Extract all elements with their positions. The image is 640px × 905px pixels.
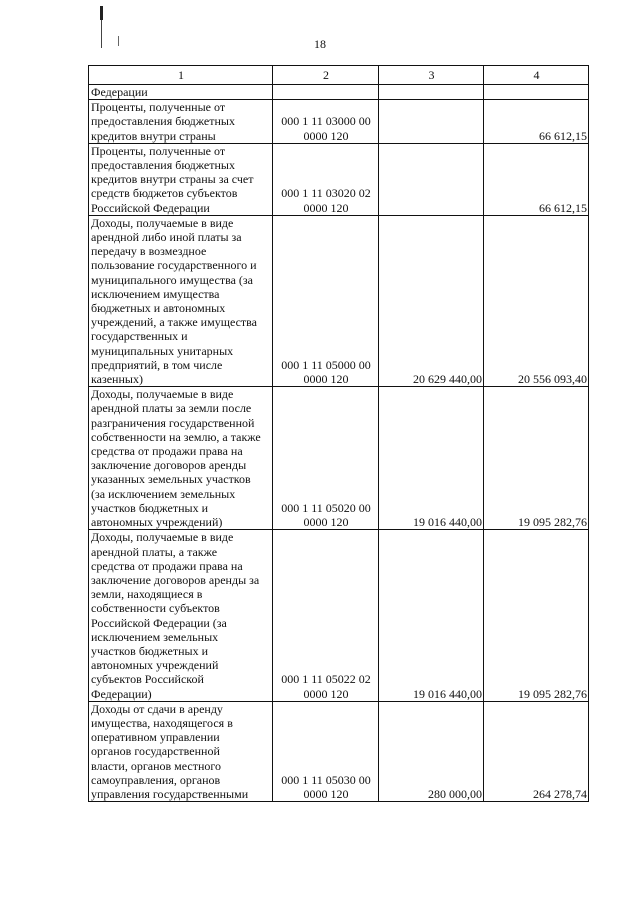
amount-col4: 19 095 282,76 xyxy=(484,387,589,530)
amount-col4: 19 095 282,76 xyxy=(484,530,589,701)
revenue-name: Доходы, получаемые в виде арендной либо иной платы за передачу в возмездное пользование государственного и муниципального имущества (за исключением имущества бюджетных и автономных учреждений, а также имущества государственных и муниципальных унитарных предприятий, в том числе казенных) xyxy=(89,215,273,386)
table-row xyxy=(89,701,589,801)
revenue-name: Проценты, полученные от предоставления бюджетных кредитов внутри страны xyxy=(89,100,273,144)
amount-col3: 280 000,00 xyxy=(379,701,484,801)
amount-col3 xyxy=(379,100,484,144)
scan-artifact xyxy=(100,6,103,20)
amount-col3 xyxy=(379,85,484,100)
column-header: 2 xyxy=(273,66,379,85)
amount-col3: 19 016 440,00 xyxy=(379,387,484,530)
table-header-row xyxy=(89,66,589,85)
table-row xyxy=(89,530,589,701)
budget-code: 000 1 11 05030 00 0000 120 xyxy=(273,701,379,801)
budget-code xyxy=(273,85,379,100)
budget-code: 000 1 11 03000 00 0000 120 xyxy=(273,100,379,144)
budget-code: 000 1 11 05022 02 0000 120 xyxy=(273,530,379,701)
page-number: 18 xyxy=(314,37,326,51)
amount-col3: 20 629 440,00 xyxy=(379,215,484,386)
amount-col4: 66 612,15 xyxy=(484,143,589,215)
revenue-table xyxy=(88,65,589,802)
amount-col4: 264 278,74 xyxy=(484,701,589,801)
amount-col4: 20 556 093,40 xyxy=(484,215,589,386)
table-row xyxy=(89,215,589,386)
table-row xyxy=(89,100,589,144)
revenue-name: Доходы, получаемые в виде арендной платы за земли после разграничения государственной собственности на землю, а также средства от продажи права на заключение договоров аренды указанных земельных участков (за исключением земельных участков бюджетных и автономных учреждений) xyxy=(89,387,273,530)
budget-code: 000 1 11 05020 00 0000 120 xyxy=(273,387,379,530)
revenue-name: Федерации xyxy=(89,85,273,100)
budget-code: 000 1 11 03020 02 0000 120 xyxy=(273,143,379,215)
revenue-name: Проценты, полученные от предоставления бюджетных кредитов внутри страны за счет средств бюджетов субъектов Российской Федерации xyxy=(89,143,273,215)
column-header: 3 xyxy=(379,66,484,85)
column-header: 4 xyxy=(484,66,589,85)
column-header: 1 xyxy=(89,66,273,85)
table-row xyxy=(89,387,589,530)
amount-col4 xyxy=(484,85,589,100)
amount-col3 xyxy=(379,143,484,215)
revenue-name: Доходы, получаемые в виде арендной платы, а также средства от продажи права на заключение договоров аренды за земли, находящиеся в собственности субъектов Российской Федерации (за исключением земельных участков бюджетных и автономных учреждений субъектов Российской Федерации) xyxy=(89,530,273,701)
table-row xyxy=(89,143,589,215)
revenue-name: Доходы от сдачи в аренду имущества, находящегося в оперативном управлении органов государственной власти, органов местного самоуправления, органов управления государственными xyxy=(89,701,273,801)
amount-col3: 19 016 440,00 xyxy=(379,530,484,701)
budget-code: 000 1 11 05000 00 0000 120 xyxy=(273,215,379,386)
table-row xyxy=(89,85,589,100)
amount-col4: 66 612,15 xyxy=(484,100,589,144)
